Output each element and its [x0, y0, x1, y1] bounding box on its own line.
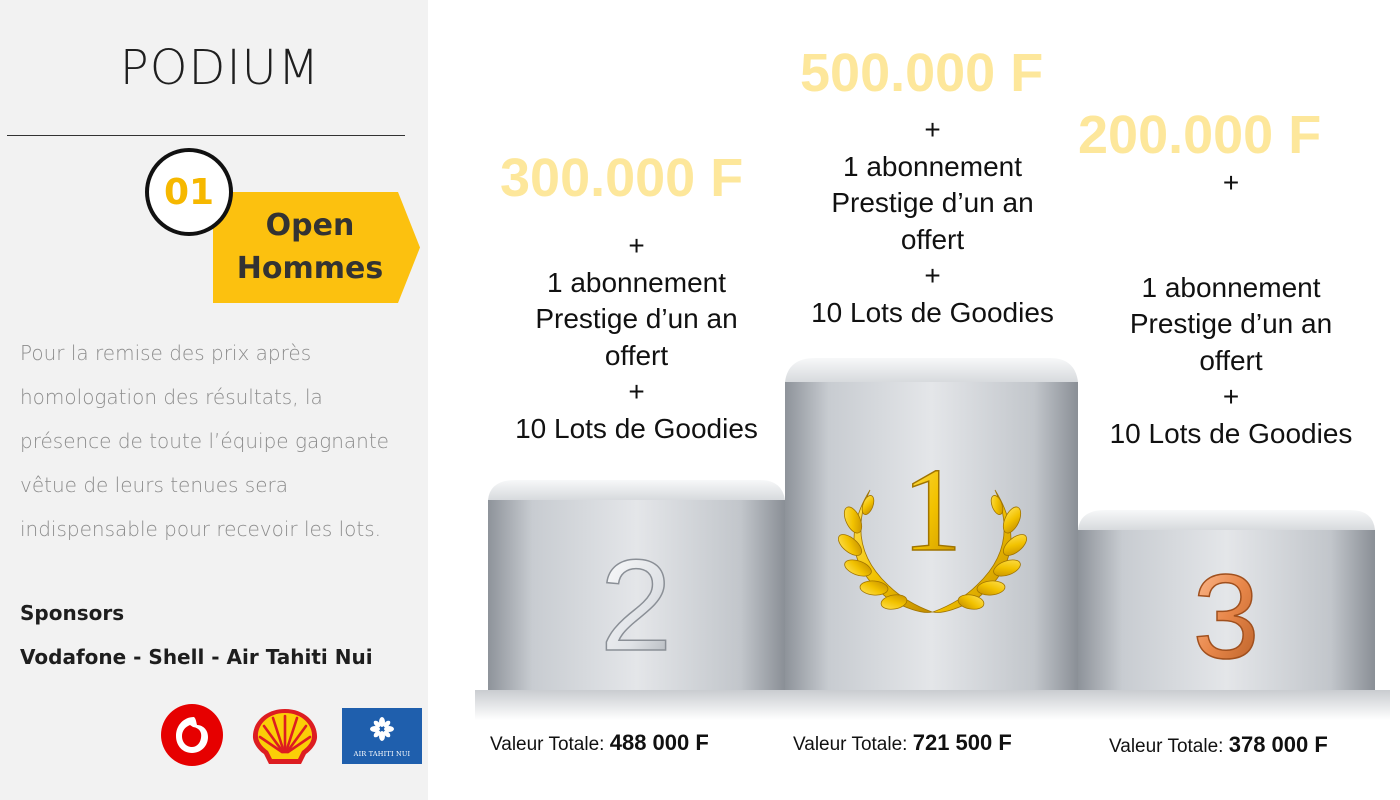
total-amount: 721 500 F: [912, 730, 1012, 755]
prize-detail-line: offert: [1199, 344, 1263, 376]
prize-detail-line: offert: [604, 339, 669, 371]
prize-amount-3: 200.000 F: [1078, 105, 1322, 165]
tiare-flower-icon: [369, 716, 395, 742]
prize-detail-line: 10 Lots de Goodies: [811, 296, 1054, 328]
total-label: Valeur Totale:: [1109, 736, 1224, 757]
prize-detail-line: 1 abonnement: [546, 266, 727, 298]
description-line: homologation des résultats, la: [20, 385, 323, 409]
vodafone-logo: [160, 703, 224, 767]
prize-detail-line: Prestige d’un an: [535, 303, 738, 334]
prize-details-1: [795, 112, 1070, 331]
podium-block-1: [785, 358, 1078, 690]
description: [20, 331, 420, 551]
rank-number-1: 1: [902, 443, 962, 576]
description-line: vêtue de leurs tenues sera: [20, 473, 288, 497]
left-panel: [0, 0, 428, 800]
rank-number-2: 2: [599, 532, 673, 678]
sponsors-list: Vodafone - Shell - Air Tahiti Nui: [20, 645, 373, 669]
prize-detail-line: +: [924, 114, 941, 145]
rank-number-3: 3: [1192, 550, 1260, 684]
prize-detail-line: 10 Lots de Goodies: [515, 412, 758, 444]
podium-block-2: [488, 480, 785, 690]
prize-detail-line: 1 abonnement: [842, 150, 1023, 182]
prize-detail-line: +: [1222, 167, 1240, 198]
podium-block-3: [1078, 510, 1375, 690]
prize-amount-1: 500.000 F: [800, 43, 1044, 103]
prize-detail-line: +: [1222, 381, 1240, 412]
shell-logo: [249, 706, 321, 768]
description-line: Pour la remise des prix après: [20, 341, 312, 365]
category-number-badge: [145, 148, 233, 236]
air-tahiti-nui-logo: [342, 708, 422, 764]
title-divider: [7, 135, 405, 136]
category-label-line1: Open: [265, 208, 355, 243]
prize-detail-line: +: [924, 260, 941, 291]
total-label: Valeur Totale:: [490, 734, 605, 755]
prize-detail-line: 10 Lots de Goodies: [1109, 417, 1353, 449]
category-number: 01: [163, 171, 215, 213]
description-line: présence de toute l’équipe gagnante: [20, 429, 389, 453]
total-value-3: [1109, 732, 1328, 758]
prize-detail-line: offert: [900, 223, 965, 255]
page-title: PODIUM: [119, 40, 321, 96]
total-value-1: [793, 730, 1012, 756]
prize-detail-line: Prestige d’un an: [1129, 308, 1333, 339]
total-amount: 488 000 F: [609, 730, 709, 755]
total-amount: 378 000 F: [1228, 732, 1328, 757]
prize-detail-spacer: [1095, 202, 1367, 270]
prize-detail-line: +: [628, 376, 645, 407]
prize-detail-line: +: [628, 230, 645, 261]
prize-detail-line: 1 abonnement: [1141, 271, 1321, 303]
prize-details-2: [500, 228, 773, 447]
description-line: indispensable pour recevoir les lots.: [20, 517, 382, 541]
air-tahiti-nui-text: AIR TAHITI NUI: [353, 750, 411, 758]
category-label: [213, 204, 407, 290]
prize-details-3: [1095, 165, 1367, 452]
total-label: Valeur Totale:: [793, 734, 908, 755]
sponsors-heading: Sponsors: [20, 601, 125, 625]
category-label-line2: Hommes: [236, 251, 384, 286]
floor-reflection: [475, 690, 1390, 720]
prize-amount-2: 300.000 F: [500, 148, 744, 208]
prize-detail-line: Prestige d’un an: [831, 187, 1034, 218]
total-value-2: [490, 730, 709, 756]
